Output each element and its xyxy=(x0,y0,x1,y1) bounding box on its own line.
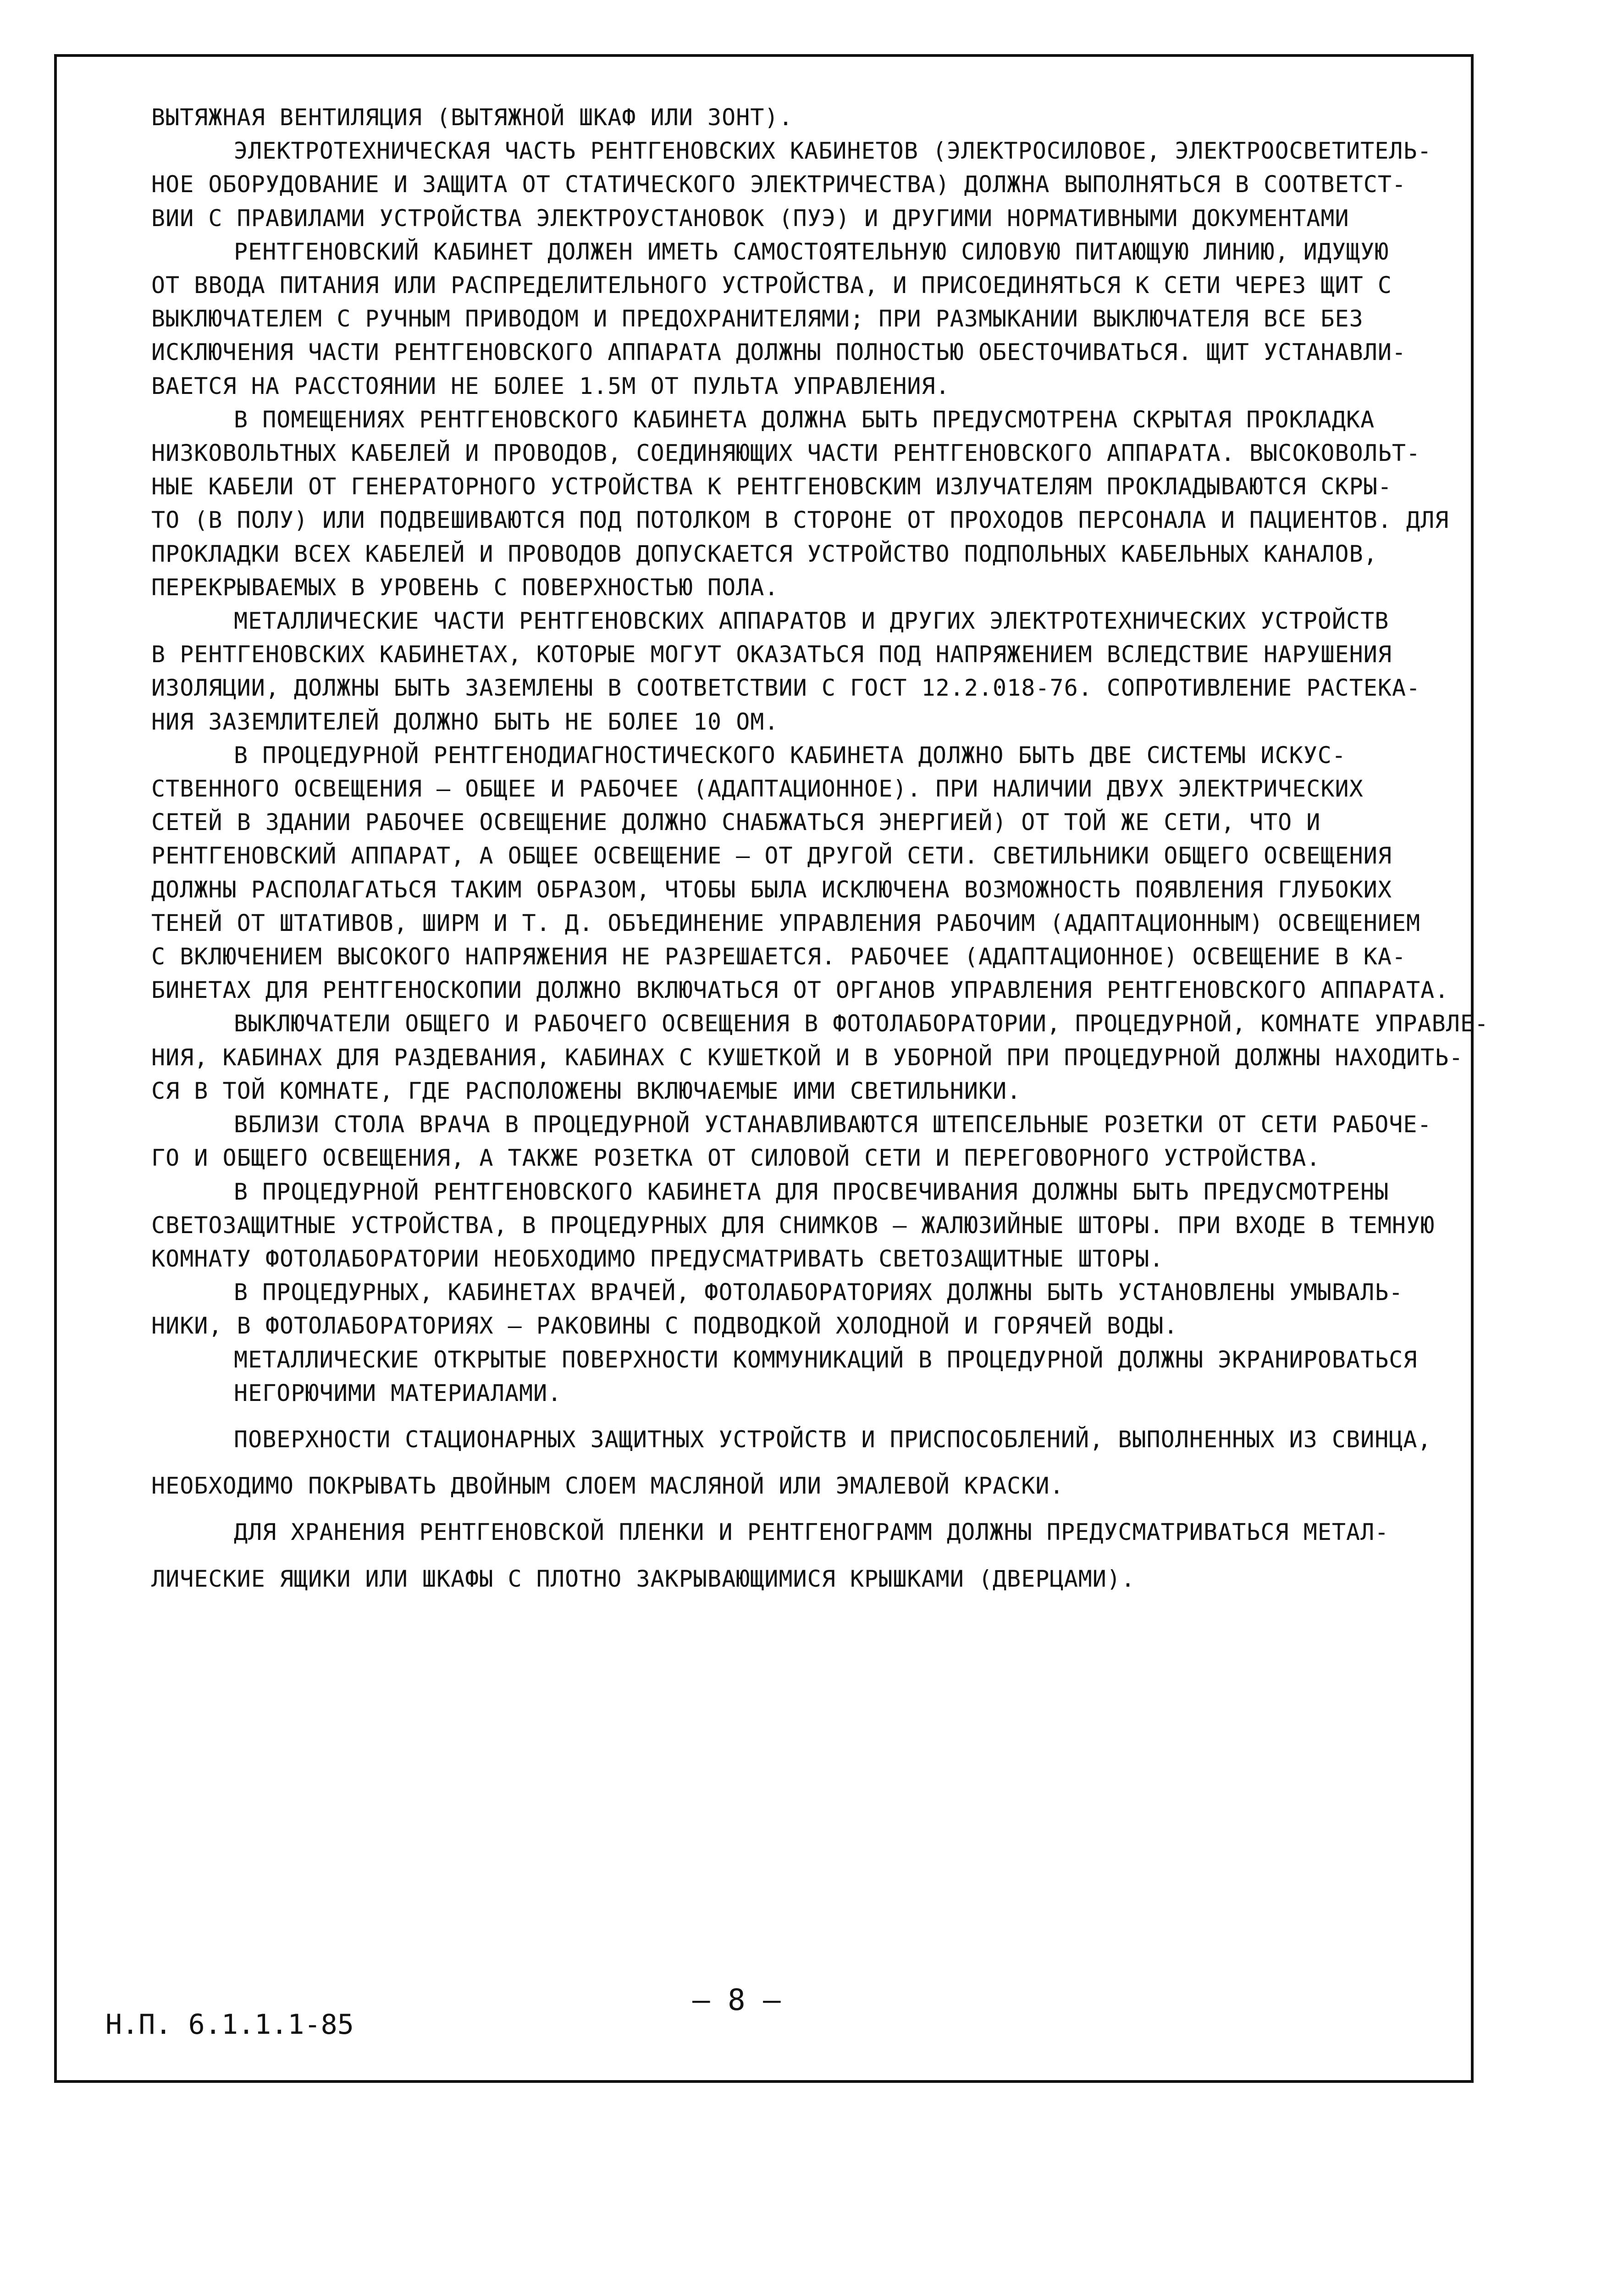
text-line: ОТ ВВОДА ПИТАНИЯ ИЛИ РАСПРЕДЕЛИТЕЛЬНОГО УСТРОЙСТВА, И ПРИСОЕДИНЯТЬСЯ К СЕТИ ЧЕРЕЗ ЩИТ С xyxy=(151,272,1392,299)
text-line: В ПРОЦЕДУРНЫХ, КАБИНЕТАХ ВРАЧЕЙ, ФОТОЛАБОРАТОРИЯХ ДОЛЖНЫ БЫТЬ УСТАНОВЛЕНЫ УМЫВАЛЬ- xyxy=(234,1279,1403,1306)
text-line: НИЗКОВОЛЬТНЫХ КАБЕЛЕЙ И ПРОВОДОВ, СОЕДИНЯЮЩИХ ЧАСТИ РЕНТГЕНОВСКОГО АППАРАТА. ВЫСОКОВОЛЬТ- xyxy=(151,440,1421,467)
text-line: НЕОБХОДИМО ПОКРЫВАТЬ ДВОЙНЫМ СЛОЕМ МАСЛЯНОЙ ИЛИ ЭМАЛЕВОЙ КРАСКИ. xyxy=(151,1472,1064,1500)
text-line: ИЗОЛЯЦИИ, ДОЛЖНЫ БЫТЬ ЗАЗЕМЛЕНЫ В СООТВЕТСТВИИ С ГОСТ 12.2.018-76. СОПРОТИВЛЕНИЕ РАСТЕКА- xyxy=(151,675,1421,702)
text-line: РЕНТГЕНОВСКИЙ АППАРАТ, А ОБЩЕЕ ОСВЕЩЕНИЕ — ОТ ДРУГОЙ СЕТИ. СВЕТИЛЬНИКИ ОБЩЕГО ОСВЕЩЕНИЯ xyxy=(151,842,1392,869)
text-line: КОМНАТУ ФОТОЛАБОРАТОРИИ НЕОБХОДИМО ПРЕДУСМАТРИВАТЬ СВЕТОЗАЩИТНЫЕ ШТОРЫ. xyxy=(151,1245,1164,1272)
text-line: МЕТАЛЛИЧЕСКИЕ ОТКРЫТЫЕ ПОВЕРХНОСТИ КОММУНИКАЦИЙ В ПРОЦЕДУРНОЙ ДОЛЖНЫ ЭКРАНИРОВАТЬСЯ НЕГОРЮЧИМИ МАТЕРИАЛАМИ. xyxy=(234,1346,1418,1406)
text-line: ГО И ОБЩЕГО ОСВЕЩЕНИЯ, А ТАКЖЕ РОЗЕТКА ОТ СИЛОВОЙ СЕТИ И ПЕРЕГОВОРНОГО УСТРОЙСТВА. xyxy=(151,1145,1321,1172)
text-line: ПОВЕРХНОСТИ СТАЦИОНАРНЫХ ЗАЩИТНЫХ УСТРОЙСТВ И ПРИСПОСОБЛЕНИЙ, ВЫПОЛНЕННЫХ ИЗ СВИНЦА, xyxy=(234,1426,1432,1453)
text-line: НЫЕ КАБЕЛИ ОТ ГЕНЕРАТОРНОГО УСТРОЙСТВА К РЕНТГЕНОВСКИМ ИЗЛУЧАТЕЛЯМ ПРОКЛАДЫВАЮТСЯ СКРЫ- xyxy=(151,473,1392,500)
text-line: ИСКЛЮЧЕНИЯ ЧАСТИ РЕНТГЕНОВСКОГО АППАРАТА ДОЛЖНЫ ПОЛНОСТЬЮ ОБЕСТОЧИВАТЬСЯ. ЩИТ УСТАНАВЛИ- xyxy=(151,339,1407,366)
text-line: ВАЕТСЯ НА РАССТОЯНИИ НЕ БОЛЕЕ 1.5М ОТ ПУЛЬТА УПРАВЛЕНИЯ. xyxy=(151,372,950,399)
text-line: СЕТЕЙ В ЗДАНИИ РАБОЧЕЕ ОСВЕЩЕНИЕ ДОЛЖНО СНАБЖАТЬСЯ ЭНЕРГИЕЙ) ОТ ТОЙ ЖЕ СЕТИ, ЧТО И xyxy=(151,809,1321,836)
text-line: ВИИ С ПРАВИЛАМИ УСТРОЙСТВА ЭЛЕКТРОУСТАНОВОК (ПУЭ) И ДРУГИМИ НОРМАТИВНЫМИ ДОКУМЕНТАМИ xyxy=(151,205,1349,232)
text-line: С ВКЛЮЧЕНИЕМ ВЫСОКОГО НАПРЯЖЕНИЯ НЕ РАЗРЕШАЕТСЯ. РАБОЧЕЕ (АДАПТАЦИОННОЕ) ОСВЕЩЕНИЕ В КА- xyxy=(151,943,1407,970)
text-line: ВЫКЛЮЧАТЕЛИ ОБЩЕГО И РАБОЧЕГО ОСВЕЩЕНИЯ В ФОТОЛАБОРАТОРИИ, ПРОЦЕДУРНОЙ, КОМНАТЕ УПРАВЛЕ- xyxy=(234,1010,1489,1037)
text-line: ВЫКЛЮЧАТЕЛЕМ С РУЧНЫМ ПРИВОДОМ И ПРЕДОХРАНИТЕЛЯМИ; ПРИ РАЗМЫКАНИИ ВЫКЛЮЧАТЕЛЯ ВСЕ БЕЗ xyxy=(151,305,1364,332)
text-line: СВЕТОЗАЩИТНЫЕ УСТРОЙСТВА, В ПРОЦЕДУРНЫХ ДЛЯ СНИМКОВ — ЖАЛЮЗИЙНЫЕ ШТОРЫ. ПРИ ВХОДЕ В ТЕМНУЮ xyxy=(151,1212,1435,1239)
text-line: ТЕНЕЙ ОТ ШТАТИВОВ, ШИРМ И Т. Д. ОБЪЕДИНЕНИЕ УПРАВЛЕНИЯ РАБОЧИМ (АДАПТАЦИОННЫМ) ОСВЕЩЕНИЕМ xyxy=(151,909,1421,936)
text-line: В РЕНТГЕНОВСКИХ КАБИНЕТАХ, КОТОРЫЕ МОГУТ ОКАЗАТЬСЯ ПОД НАПРЯЖЕНИЕМ ВСЛЕДСТВИЕ НАРУШЕНИЯ xyxy=(151,641,1392,668)
text-line: СТВЕННОГО ОСВЕЩЕНИЯ — ОБЩЕЕ И РАБОЧЕЕ (АДАПТАЦИОННОЕ). ПРИ НАЛИЧИИ ДВУХ ЭЛЕКТРИЧЕСКИХ xyxy=(151,775,1364,803)
text-line: НИЯ, КАБИНАХ ДЛЯ РАЗДЕВАНИЯ, КАБИНАХ С КУШЕТКОЙ И В УБОРНОЙ ПРИ ПРОЦЕДУРНОЙ ДОЛЖНЫ НАХОДИТЬ- xyxy=(151,1044,1464,1071)
text-line: В ПРОЦЕДУРНОЙ РЕНТГЕНОВСКОГО КАБИНЕТА ДЛЯ ПРОСВЕЧИВАНИЯ ДОЛЖНЫ БЫТЬ ПРЕДУСМОТРЕНЫ xyxy=(234,1178,1389,1205)
page-number: — 8 — xyxy=(692,1983,781,2017)
text-line: РЕНТГЕНОВСКИЙ КАБИНЕТ ДОЛЖЕН ИМЕТЬ САМОСТОЯТЕЛЬНУЮ СИЛОВУЮ ПИТАЮЩУЮ ЛИНИЮ, ИДУЩУЮ xyxy=(234,238,1389,265)
text-line: СЯ В ТОЙ КОМНАТЕ, ГДЕ РАСПОЛОЖЕНЫ ВКЛЮЧАЕМЫЕ ИМИ СВЕТИЛЬНИКИ. xyxy=(151,1077,1022,1104)
text-line: ПРОКЛАДКИ ВСЕХ КАБЕЛЕЙ И ПРОВОДОВ ДОПУСКАЕТСЯ УСТРОЙСТВО ПОДПОЛЬНЫХ КАБЕЛЬНЫХ КАНАЛОВ, xyxy=(151,540,1378,567)
document-body xyxy=(151,101,1489,1596)
text-line: НИЯ ЗАЗЕМЛИТЕЛЕЙ ДОЛЖНО БЫТЬ НЕ БОЛЕЕ 10 ОМ. xyxy=(151,708,779,735)
text-line: ВБЛИЗИ СТОЛА ВРАЧА В ПРОЦЕДУРНОЙ УСТАНАВЛИВАЮТСЯ ШТЕПСЕЛЬНЫЕ РОЗЕТКИ ОТ СЕТИ РАБОЧЕ- xyxy=(234,1111,1432,1138)
text-line: ДОЛЖНЫ РАСПОЛАГАТЬСЯ ТАКИМ ОБРАЗОМ, ЧТОБЫ БЫЛА ИСКЛЮЧЕНА ВОЗМОЖНОСТЬ ПОЯВЛЕНИЯ ГЛУБОКИХ xyxy=(151,876,1392,903)
text-line: НОЕ ОБОРУДОВАНИЕ И ЗАЩИТА ОТ СТАТИЧЕСКОГО ЭЛЕКТРИЧЕСТВА) ДОЛЖНА ВЫПОЛНЯТЬСЯ В СООТВЕТСТ- xyxy=(151,171,1407,198)
text-line: ТО (В ПОЛУ) ИЛИ ПОДВЕШИВАЮТСЯ ПОД ПОТОЛКОМ В СТОРОНЕ ОТ ПРОХОДОВ ПЕРСОНАЛА И ПАЦИЕНТОВ. ДЛЯ xyxy=(151,507,1449,534)
text-line: БИНЕТАХ ДЛЯ РЕНТГЕНОСКОПИИ ДОЛЖНО ВКЛЮЧАТЬСЯ ОТ ОРГАНОВ УПРАВЛЕНИЯ РЕНТГЕНОВСКОГО АППАРАТА. xyxy=(151,977,1449,1004)
document-number: Н.П. 6.1.1.1-85 xyxy=(105,2009,354,2041)
text-line: НИКИ, В ФОТОЛАБОРАТОРИЯХ — РАКОВИНЫ С ПОДВОДКОЙ ХОЛОДНОЙ И ГОРЯЧЕЙ ВОДЫ. xyxy=(151,1312,1178,1339)
text-line: В ПОМЕЩЕНИЯХ РЕНТГЕНОВСКОГО КАБИНЕТА ДОЛЖНА БЫТЬ ПРЕДУСМОТРЕНА СКРЫТАЯ ПРОКЛАДКА xyxy=(234,406,1375,433)
text-line: В ПРОЦЕДУРНОЙ РЕНТГЕНОДИАГНОСТИЧЕСКОГО КАБИНЕТА ДОЛЖНО БЫТЬ ДВЕ СИСТЕМЫ ИСКУС- xyxy=(234,742,1346,769)
text-line: ДЛЯ ХРАНЕНИЯ РЕНТГЕНОВСКОЙ ПЛЕНКИ И РЕНТГЕНОГРАММ ДОЛЖНЫ ПРЕДУСМАТРИВАТЬСЯ МЕТАЛ- xyxy=(234,1519,1389,1546)
text-line: МЕТАЛЛИЧЕСКИЕ ЧАСТИ РЕНТГЕНОВСКИХ АППАРАТОВ И ДРУГИХ ЭЛЕКТРОТЕХНИЧЕСКИХ УСТРОЙСТВ xyxy=(234,608,1389,635)
text-line: ЭЛЕКТРОТЕХНИЧЕСКАЯ ЧАСТЬ РЕНТГЕНОВСКИХ КАБИНЕТОВ (ЭЛЕКТРОСИЛОВОЕ, ЭЛЕКТРООСВЕТИТЕЛЬ- xyxy=(234,138,1432,165)
text-line: ЛИЧЕСКИЕ ЯЩИКИ ИЛИ ШКАФЫ С ПЛОТНО ЗАКРЫВАЮЩИМИСЯ КРЫШКАМИ (ДВЕРЦАМИ). xyxy=(151,1565,1136,1592)
text-line: ПЕРЕКРЫВАЕМЫХ В УРОВЕНЬ С ПОВЕРХНОСТЬЮ ПОЛА. xyxy=(151,574,779,601)
text-line: ВЫТЯЖНАЯ ВЕНТИЛЯЦИЯ (ВЫТЯЖНОЙ ШКАФ ИЛИ ЗОНТ). xyxy=(151,104,793,131)
